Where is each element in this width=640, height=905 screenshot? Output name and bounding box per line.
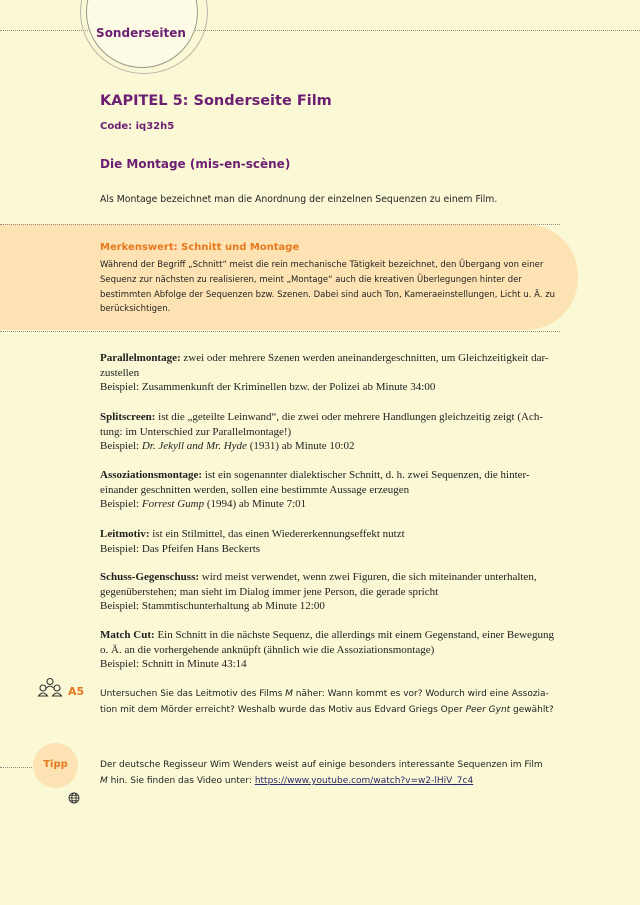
definition-line: o. Ä. an die vorhergehende anknüpft (ähnlich wie die Assoziationsmontage) [100, 643, 435, 656]
definition-example [100, 542, 570, 557]
chapter-title: KAPITEL 5: Sonderseite Film [100, 93, 332, 109]
definition-match-cut [100, 628, 570, 672]
task-label: A5 [68, 685, 85, 698]
definition-line: zwei oder mehrere Szenen werden aneinandergeschnitten, um Gleichzeitigkeit dar- [183, 352, 549, 364]
definition-term: Match Cut: [100, 629, 155, 641]
definition-term: Leitmotiv: [100, 528, 150, 540]
definition-term: Splitscreen: [100, 411, 156, 423]
definition-example [100, 497, 570, 512]
tip-line: hin. Sie finden das Video unter: [107, 776, 255, 786]
task-film-title: M [285, 689, 293, 699]
task-text-part: näher: Wann kommt es vor? Wodurch wird eine Assozia- [292, 689, 549, 699]
tip-text [100, 757, 570, 789]
info-box-line: Während der Begriff „Schnitt“ meist die rein mechanische Tätigkeit bezeichnet, den Übergang von einer [100, 260, 544, 270]
definition-line: ist ein sogenannter dialektischer Schnitt, d. h. zwei Sequenzen, die hinter- [204, 469, 530, 481]
example-text: Beispiel: Das Pfeifen Hans Beckerts [100, 542, 261, 555]
definition-term: Schuss-Gegenschuss: [100, 571, 200, 583]
definition-line: ist die „geteilte Leinwand“, die zwei oder mehrere Handlungen gleichzeitig zeigt (Ach- [158, 411, 543, 423]
definition-line: ist ein Stilmittel, das einen Wiedererkennungseffekt nutzt [152, 528, 405, 540]
task-text-part: Untersuchen Sie das Leitmotiv des Films [100, 689, 286, 699]
definition-assoziationsmontage [100, 468, 570, 512]
video-link[interactable]: https://www.youtube.com/watch?v=w2-lHiV_7c4 [254, 776, 474, 786]
definition-splitscreen [100, 410, 570, 454]
definition-line: einander geschnitten werden, sollen eine bestimmte Aussage erzeugen [100, 483, 410, 496]
definition-line: gegenüberstehen; man sieht im Dialog immer jene Person, die gerade spricht [100, 585, 439, 598]
task-text-part: tion mit dem Mörder erreicht? Weshalb wurde das Motiv aus Edvard Griegs Oper [100, 705, 466, 715]
tip-divider [0, 767, 34, 768]
definition-line: zustellen [100, 366, 140, 379]
example-text: Beispiel: Stammtischunterhaltung ab Minute 12:00 [100, 600, 325, 613]
example-text: Beispiel: Zusammenkunft der Kriminellen bzw. der Polizei ab Minute 34:00 [100, 381, 436, 394]
definition-example [100, 380, 570, 395]
info-box-line: berücksichtigen. [100, 304, 171, 315]
globe-icon [68, 792, 80, 804]
definition-term: Parallelmontage: [100, 352, 181, 364]
tip-line: Der deutsche Regisseur Wim Wenders weist auf einige besonders interessante Sequenzen im Film [100, 760, 543, 770]
example-text: (1931) ab Minute 10:02 [246, 440, 355, 453]
task-opera-title: Peer Gynt [465, 705, 511, 715]
definition-line: Ein Schnitt in die nächste Sequenz, die allerdings mit einem Gegenstand, einer Bewegung [157, 629, 554, 641]
definition-schuss-gegenschuss [100, 570, 570, 614]
info-box-title: Merkenswert: Schnitt und Montage [100, 242, 300, 253]
task-text [100, 686, 570, 718]
info-box-line: Sequenz zur nächsten zu realisieren, meint „Montage“ auch die kreativen Überlegungen hinter der [100, 274, 522, 285]
definition-term: Assoziationsmontage: [100, 469, 203, 481]
definition-example [100, 657, 570, 672]
montage-heading: Die Montage (mis-en-scène) [100, 157, 291, 171]
info-box-bottom-line [0, 331, 560, 332]
definition-example [100, 439, 570, 454]
example-text: Beispiel: [100, 498, 142, 511]
chapter-code: Code: iq32h5 [100, 121, 175, 132]
example-film-title: Forrest Gump [141, 498, 205, 511]
section-tag: Sonderseiten [96, 26, 186, 40]
example-film-title: Dr. Jekyll and Mr. Hyde [141, 440, 247, 453]
definition-line: wird meist verwendet, wenn zwei Figuren, die sich miteinander unterhalten, [201, 571, 537, 583]
info-box-body [100, 258, 570, 317]
tip-label: Tipp [43, 759, 68, 770]
task-text-part: gewählt? [510, 705, 554, 715]
tip-film-title: M [100, 776, 108, 786]
info-box-top-line [0, 224, 560, 225]
definition-line: tung: im Unterschied zur Parallelmontage!) [100, 425, 292, 438]
example-text: Beispiel: Schnitt in Minute 43:14 [100, 658, 247, 671]
example-text: (1994) ab Minute 7:01 [204, 498, 307, 511]
definition-leitmotiv [100, 527, 570, 556]
example-text: Beispiel: [100, 440, 142, 453]
definition-example [100, 599, 570, 614]
definition-parallelmontage [100, 351, 570, 395]
info-box-line: bestimmten Abfolge der Sequenzen bzw. Szenen. Dabei sind auch Ton, Kameraeinstellungen, Licht u. Ä. zu [100, 289, 556, 300]
group-work-icon [37, 677, 63, 697]
montage-intro: Als Montage bezeichnet man die Anordnung der einzelnen Sequenzen zu einem Film. [100, 194, 498, 205]
